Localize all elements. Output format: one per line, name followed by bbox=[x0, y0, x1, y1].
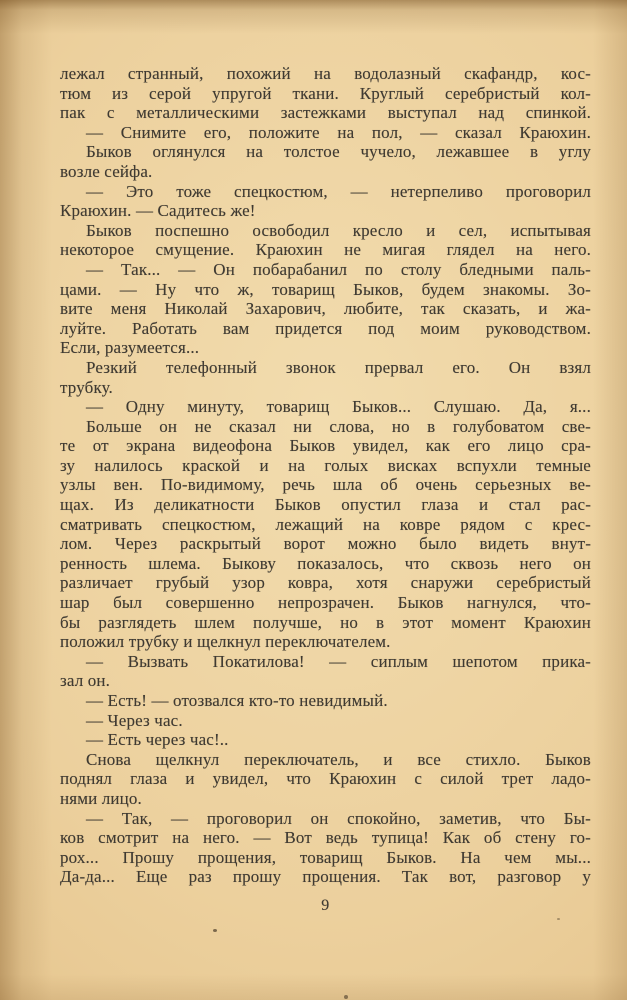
text-line: ренность шлема. Быкову показалось, что сквозь него он bbox=[60, 553, 591, 573]
text-line: различает грубый узор ковра, хотя снаружи серебристый bbox=[60, 573, 591, 593]
text-line: пак с металлическими застежками выступал над спинкой. bbox=[60, 103, 591, 123]
text-line: тюм из серой упругой ткани. Круглый серебристый кол- bbox=[60, 83, 591, 103]
ink-speck bbox=[213, 929, 217, 932]
ink-speck bbox=[557, 918, 560, 920]
text-line: зу налилось краской и на голых висках вспухли темные bbox=[60, 455, 591, 475]
text-line: Резкий телефонный звонок прервал его. Он взял bbox=[86, 357, 591, 377]
text-line: лом. Через раскрытый ворот можно было видеть внут- bbox=[60, 534, 591, 554]
text-line: луйте. Работать вам придется под моим руководством. bbox=[60, 318, 591, 338]
text-line: Краюхин. — Садитесь же! bbox=[60, 201, 256, 221]
text-line: поднял глаза и увидел, что Краюхин с силой трет ладо- bbox=[60, 769, 591, 789]
text-line: узлы вен. По-видимому, речь шла об очень серьезных ве- bbox=[60, 475, 591, 495]
text-line: — Через час. bbox=[86, 710, 183, 730]
page-text bbox=[60, 64, 591, 887]
text-line: — Снимите его, положите на пол, — сказал Краюхин. bbox=[86, 122, 591, 142]
text-line: Снова щелкнул переключатель, и все стихло. Быков bbox=[86, 749, 591, 769]
text-line: возле сейфа. bbox=[60, 161, 153, 181]
text-line: зал он. bbox=[60, 671, 111, 691]
text-line: те от экрана видеофона Быков увидел, как его лицо сра- bbox=[60, 436, 591, 456]
text-line: некоторое смущение. Краюхин не мигая глядел на него. bbox=[60, 240, 591, 260]
text-line: — Вызвать Покатилова! — сиплым шепотом прика- bbox=[86, 651, 591, 671]
text-line: трубку. bbox=[60, 377, 113, 397]
ink-speck bbox=[344, 995, 348, 999]
text-line: цами. — Ну что ж, товарищ Быков, будем знакомы. Зо- bbox=[60, 279, 591, 299]
page-text-block bbox=[60, 64, 591, 916]
text-line: — Так, — проговорил он спокойно, заметив, что Бы- bbox=[86, 808, 591, 828]
text-line: — Одну минуту, товарищ Быков... Слушаю. Да, я... bbox=[86, 397, 591, 417]
text-line: — Есть через час!.. bbox=[86, 730, 229, 750]
text-line: Больше он не сказал ни слова, но в голубоватом све- bbox=[86, 416, 591, 436]
text-line: вите меня Николай Захарович, любите, так сказать, и жа- bbox=[60, 299, 591, 319]
text-line: нями лицо. bbox=[60, 788, 142, 808]
text-line: Быков поспешно освободил кресло и сел, испытывая bbox=[86, 220, 591, 240]
text-line: Быков оглянулся на толстое чучело, лежавшее в углу bbox=[86, 142, 591, 162]
text-line: — Это тоже спецкостюм, — нетерпеливо проговорил bbox=[86, 181, 591, 201]
text-line: Если, разумеется... bbox=[60, 338, 200, 358]
text-line: лежал странный, похожий на водолазный скафандр, кос- bbox=[60, 64, 591, 83]
page-number: 9 bbox=[321, 896, 330, 914]
text-line: щах. Из деликатности Быков опустил глаза и стал рас- bbox=[60, 495, 591, 515]
text-line: — Так... — Он побарабанил по столу бледными паль- bbox=[86, 259, 591, 279]
text-line: шар был совершенно непрозрачен. Быков нагнулся, что- bbox=[60, 593, 591, 613]
text-line: Да-да... Еще раз прошу прощения. Так вот, разговор у bbox=[60, 867, 591, 887]
text-line: рох... Прошу прощения, товарищ Быков. На чем мы... bbox=[60, 847, 591, 867]
text-line: — Есть! — отозвался кто-то невидимый. bbox=[86, 691, 388, 710]
text-line: ков смотрит на него. — Вот ведь тупица! Как об стену го- bbox=[60, 828, 591, 848]
text-line: положил трубку и щелкнул переключателем. bbox=[60, 632, 391, 652]
text-line: сматривать спецкостюм, лежащий на ковре рядом с крес- bbox=[60, 514, 591, 534]
text-line: бы разглядеть шлем получше, но в этот момент Краюхин bbox=[60, 612, 591, 632]
